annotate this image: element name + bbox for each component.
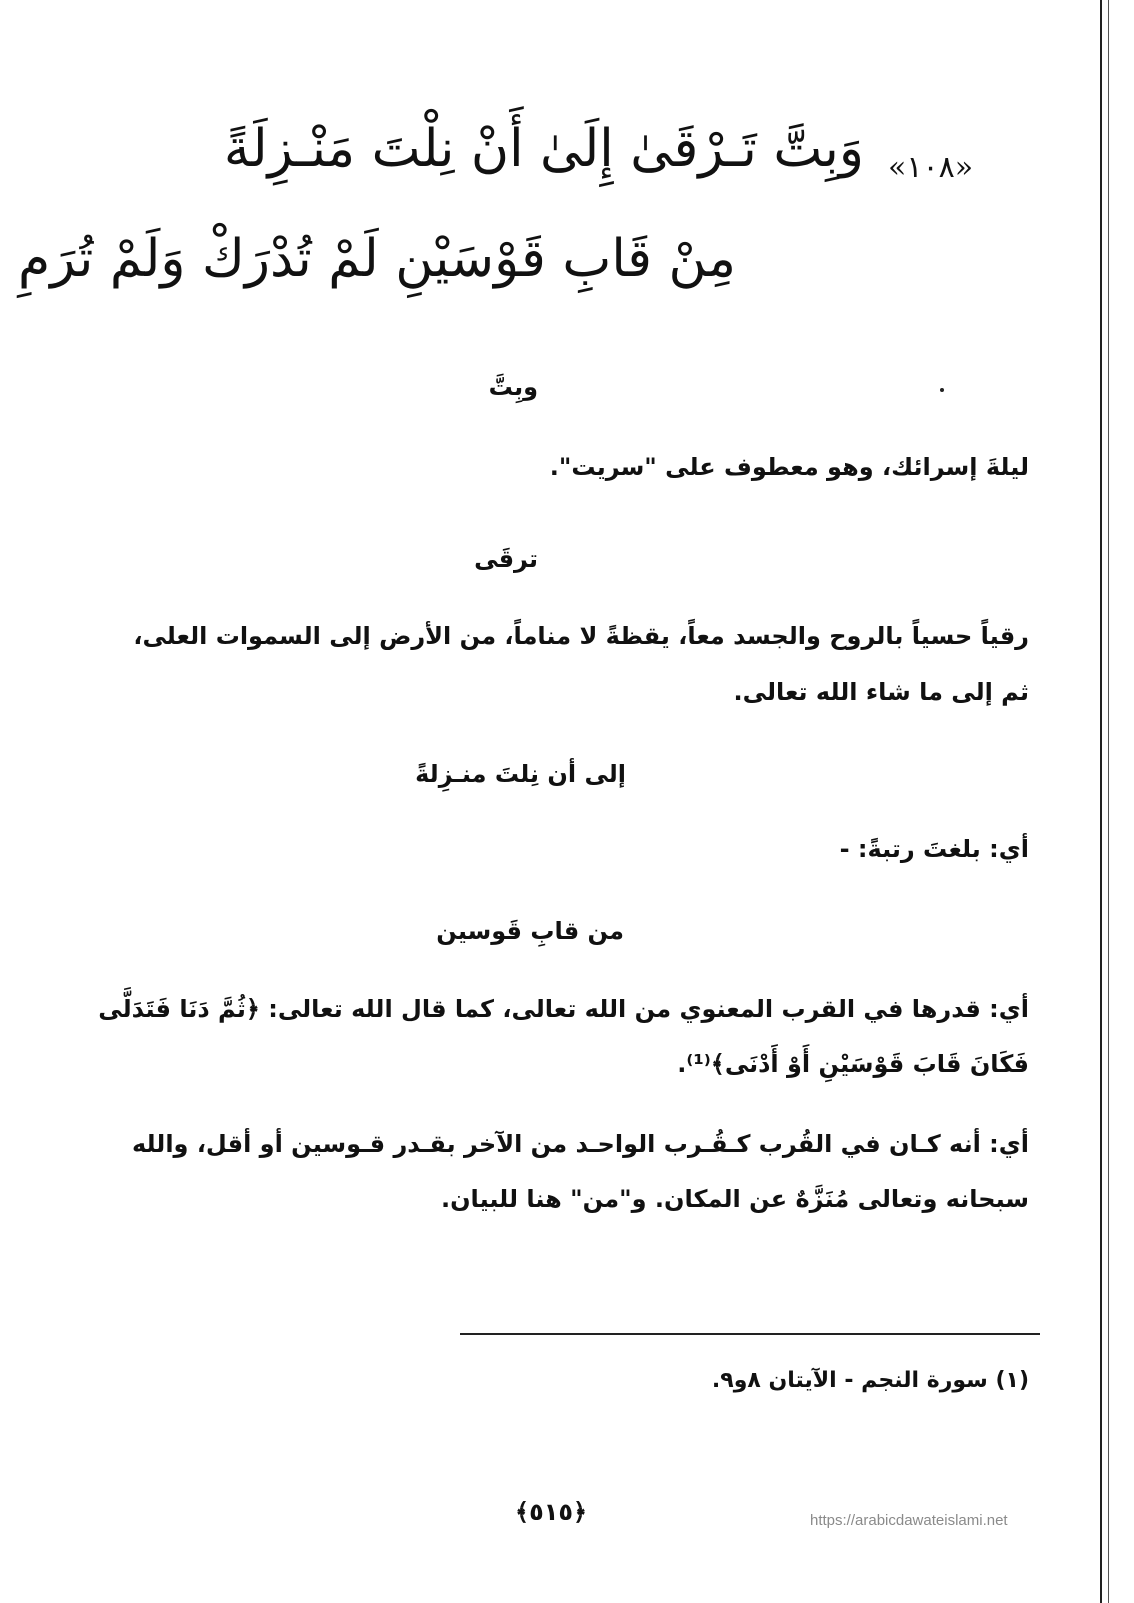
section-heading-3: إلى أن نِلتَ منـزِلةً	[415, 760, 626, 788]
section-text-1-line-1: ليلةَ إسرائك، وهو معطوف على "سريت".	[549, 453, 1029, 481]
verse-line-2: مِنْ قَابِ قَوْسَيْنِ لَمْ تُدْرَكْ وَلَمْ تُرَمِ	[18, 229, 736, 289]
footnote-separator	[460, 1333, 1040, 1335]
verse-number: «١٠٨»	[888, 150, 974, 185]
section-heading-1: وبِتَّ	[488, 373, 538, 401]
watermark-url: https://arabicdawateislami.net	[810, 1512, 1008, 1529]
footnote: (١) سورة النجم - الآيتان ٨و٩.	[711, 1368, 1029, 1393]
section-text-2-line-1: رقياً حسياً بالروح والجسد معاً، يقظةً لا مناماً، من الأرض إلى السموات العلى،	[133, 622, 1029, 650]
section-text-5-line-2: سبحانه وتعالى مُنَزَّهٌ عن المكان. و"من" هنا للبيان.	[440, 1185, 1029, 1213]
verse-line-1: وَبِتَّ تَـرْقَىٰ إِلَىٰ أَنْ نِلْتَ مَنْـزِلَةً	[223, 119, 864, 179]
section-text-4-line-1: أي: قدرها في القرب المعنوي من الله تعالى، كما قال الله تعالى: ﴿ثُمَّ دَنَا فَتَدَلَّى	[98, 995, 1029, 1023]
section-heading-2: ترقَى	[474, 545, 538, 573]
section-text-2-line-2: ثم إلى ما شاء الله تعالى.	[733, 678, 1029, 706]
section-text-4-line-2: فَكَانَ قَابَ قَوْسَيْنِ أَوْ أَدْنَى﴾⁽¹⁾.	[677, 1050, 1029, 1078]
section-text-3-line-1: أي: بلغتَ رتبةً: -	[839, 835, 1029, 863]
stray-dot-mark	[940, 388, 944, 392]
section-text-5-line-1: أي: أنه كـان في القُرب كـقُـرب الواحـد من الآخر بقـدر قـوسين أو أقل، والله	[131, 1130, 1029, 1158]
page-number: ﴿٥١٥﴾	[515, 1498, 588, 1526]
page-edge-line	[1100, 0, 1102, 1603]
section-heading-4: من قابِ قَوسين	[436, 917, 624, 945]
page-edge-line-inner	[1108, 0, 1109, 1603]
